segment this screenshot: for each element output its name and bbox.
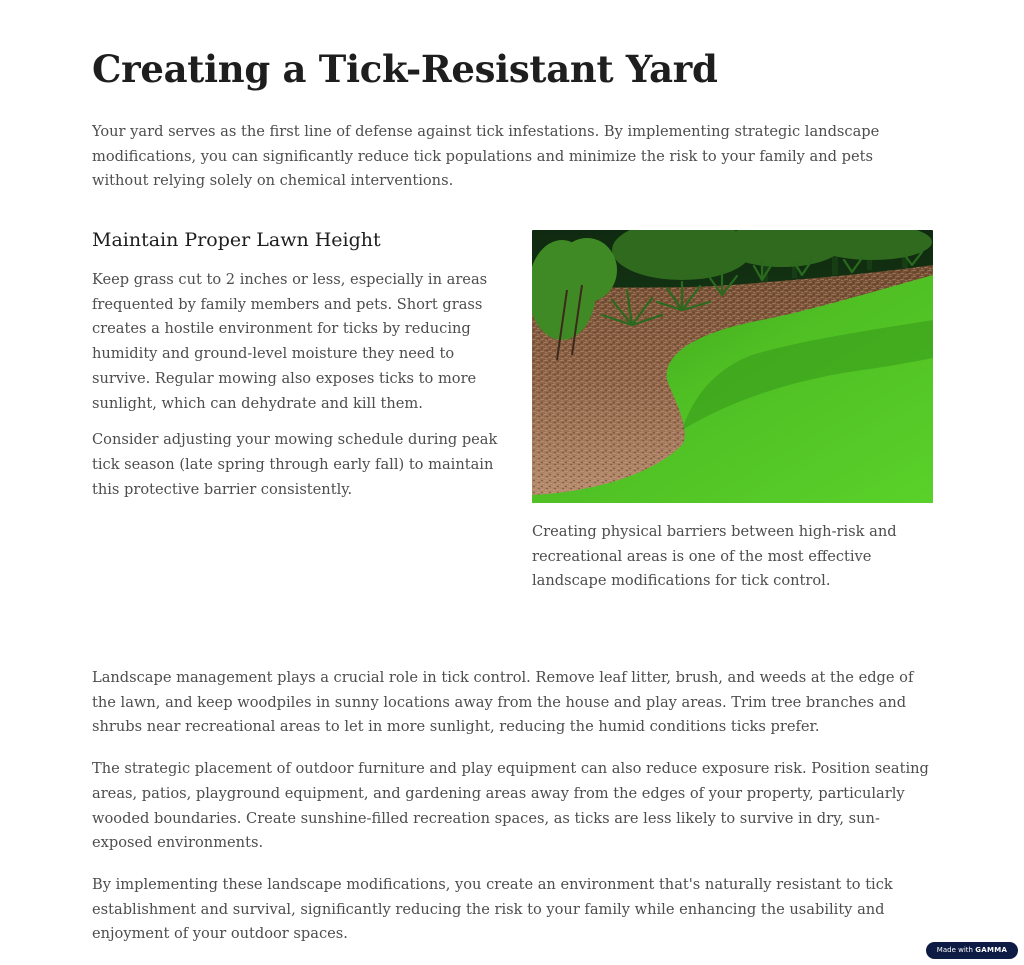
intro-paragraph: Your yard serves as the first line of defense against tick infestations. By implementing strategic landscape modifications, you can significantly reduce tick populations and minimize the risk to your family and pets without relying solely on chemical interventions. xyxy=(92,123,880,189)
made-with-gamma-badge[interactable] xyxy=(926,942,1018,959)
body-paragraph: By implementing these landscape modifications, you create an environment that's naturally resistant to tick establishment and survival, significantly reducing the risk to your family while enhancing the usability and enjoyment of your outdoor spaces. xyxy=(92,875,893,943)
lawn-figure xyxy=(532,230,933,594)
section-heading: Maintain Proper Lawn Height xyxy=(92,229,381,251)
badge-prefix: Made with xyxy=(936,946,973,954)
section-paragraph: Keep grass cut to 2 inches or less, especially in areas frequented by family members and pets. Short grass creates a hostile environment for ticks by reducing humidity and ground-level moisture they need to survive. Regular mowing also exposes ticks to more sunlight, which can dehydrate and kill them. xyxy=(92,271,488,412)
figure-caption: Creating physical barriers between high-risk and recreational areas is one of the most effective landscape modifications for tick control. xyxy=(532,523,897,590)
lawn-mulch-photo xyxy=(532,230,933,503)
body-paragraph: The strategic placement of outdoor furniture and play equipment can also reduce exposure risk. Position seating areas, patios, playground equipment, and gardening areas away from the edges of your property, particularly wooded boundaries. Create sunshine-filled recreation spaces, as ticks are less likely to survive in dry, sun-exposed environments. xyxy=(92,760,929,852)
landscape-management-section xyxy=(92,666,934,964)
lawn-height-section xyxy=(92,226,498,502)
section-paragraph: Consider adjusting your mowing schedule during peak tick season (late spring through early fall) to maintain this protective barrier consistently. xyxy=(92,431,498,498)
gamma-logo: GAMMA xyxy=(975,946,1008,954)
page-title: Creating a Tick-Resistant Yard xyxy=(92,47,718,91)
body-paragraph: Landscape management plays a crucial role in tick control. Remove leaf litter, brush, and weeds at the edge of the lawn, and keep woodpiles in sunny locations away from the house and play areas. Trim tree branches and shrubs near recreational areas to let in more sunlight, reducing the humid conditions ticks prefer. xyxy=(92,669,914,736)
